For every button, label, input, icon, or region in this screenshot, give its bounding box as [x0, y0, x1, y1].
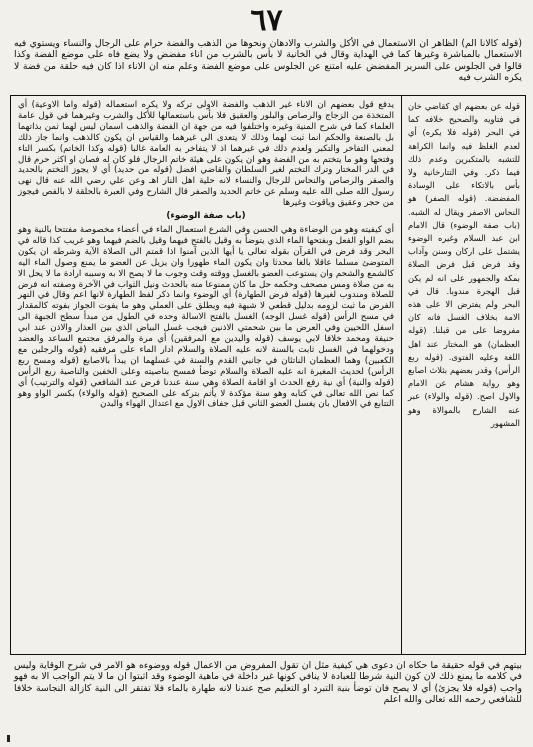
- bottom-commentary: بيتهم في قوله حقيقة ما حكاه ان دعوى هي كيفية مثل ان تقول المفروض من الاعمال قوله ووضوءه هو الامر في شرح الوقاية وليس في كلامه ما يمنع ذلك لان كون النية شرطا للعبادة لا ينافي كونها غير داخلة في ماهية الوضوء وقد اثبتوا ان ما لا يتم الواجب الا به فهو واجب (قوله فلا يجزئ) أي لا يصح فان توضأ بنية التبرد او التعليم صح عندنا لانه طهارة بالماء فلا تفتقر الى النية كازالة النجاسة خلافا للشافعي رحمه الله تعالى والله اعلم: [14, 660, 522, 705]
- edge-mark: [7, 735, 10, 742]
- ruled-frame: [10, 95, 526, 655]
- top-commentary: (قوله كالانا الم) الظاهر ان الاستعمال في الأكل والشرب والادهان ونحوها من الذهب والفضة حرام على الرجال والنساء ويستوي فيه الاستعمال بالمباشرة وغيرها كما في الهداية وقال في الخانية لا بأس بالشرب من اناء مفضض ولا يضع فاه على موضع الفضة وكذا قالوا في الجلوس على السرير المفضض عليه امتنع عن الجلوس على موضع الفضة وعلم منه ان الاناء اذا كان فيه حلقة من فضة لا يكره الشرب فيه: [14, 38, 522, 83]
- margin-gloss: قوله عن بعضهم اي كقاضي خان في فتاويه والصحيح خلافه كما في البحر (قوله فلا يكره) أي لعدم الغلظ فيه وانما الكراهة للتشبه بالمتكبرين وعدم ذلك فيما ذكر. وفي التتارخانية ولا بأس بالاتكاء على الوسادة المفضضة. (قوله الصفر) هو النحاس الاصفر ويقال له الشبه. (باب صفة الوضوء) قال الامام ابن عبد السلام وغيره الوضوء يشتمل على اركان وسنن وآداب وقد فرض قبل فرض الصلاة بمكة والجمهور على انه لم يكن قبل الهجرة مندوبا. قال في البحر ولم يفترض الا على هذه الامة بخلاف الغسل فانه كان مفروضا على من قبلنا. (قوله العظمان) هو المختار عند اهل اللغة وعليه الفتوى. (قوله ربع الرأس) وقدر بعضهم بثلاث اصابع وهو رواية هشام عن الامام والاول اصح. (قوله والولاء) عبر عنه الشارح بالموالاة وهو المشهور: [408, 101, 520, 428]
- section-heading: (باب صفة الوضوء): [166, 211, 246, 222]
- page-number: ٦٧: [250, 3, 283, 38]
- main-text-lower: أي كيفيته وهو من الوضاءة وهي الحسن وفي الشرع استعمال الماء في أعضاء مخصوصة مفتتحا بالنية وهو بضم الواو الفعل وبفتحها الماء الذي يتوضأ به وقيل بالفتح فيهما وقيل بالضم فيهما وهو غريب كذا قاله في البحر وقد فرض في القرآن بقوله تعالى يا أيها الذين آمنوا اذا قمتم الى الصلاة الآية وشرطه ان يكون المتوضئ مسلما عاقلا بالغا محدثا وان يكون الماء طهورا وان يزيل عن العضو ما يمنع وصول الماء اليه كالشمع والشحم وان يستوعب العضو بالغسل ووقته وقت وجوب ما لا يصح الا به وسببه ارادة ما لا يحل الا به من صلاة ومس مصحف وحكمه حل ما كان ممنوعا منه بالحدث ونيل الثواب في الآخرة وصفته انه فرض للصلاة ومندوب لغيرها (قوله فرض الطهارة) أي الوضوء وانما ذكر لفظ الطهارة لانها اعم وقال في النهر الفرض ما ثبت لزومه بدليل قطعي لا شبهة فيه ويطلق على العملي وهو ما يفوت الجواز بفوته كالمقدار في مسح الرأس (قوله غسل الوجه) الغسل بالفتح الاسالة وحده في الطول من مبدأ سطح الجبهة الى اسفل اللحيين وفي العرض ما بين شحمتي الاذنين فيجب غسل البياض الذي بين العذار والاذن عند ابي حنيفة ومحمد خلافا لابي يوسف (قوله واليدين مع المرفقين) أي مرة والمرفق مجتمع الساعد والعضد ودخولهما في الغسل ثابت بالسنة لانه عليه الصلاة والسلام ادار الماء على مرفقيه (قوله والرجلين مع الكعبين) وهما العظمان الناتئان في جانبي القدم والسنة في غسلهما ان يبدأ بالاصابع (قوله ومسح ربع الرأس) لحديث المغيرة انه عليه الصلاة والسلام توضأ فمسح بناصيته وعلى الخفين والناصية ربع الرأس (قوله والنية) أي نية رفع الحدث او اقامة الصلاة وهي سنة عندنا فرض عند الشافعي (قوله والترتيب) أي كما نص الله تعالى في كتابه وهو سنة مؤكدة لا يأثم بتركه على الصحيح (قوله والولاء) بكسر الواو وهو التتابع في الافعال بان يغسل العضو الثاني قبل جفاف الاول مع اعتدال الهواء والبدن: [18, 224, 394, 410]
- column-divider: [401, 96, 402, 654]
- main-column: [11, 96, 401, 654]
- main-text-upper: يدفع قول بعضهم ان الاناء غير الذهب والفضة الاولى تركه ولا يكره استعماله (قوله واما الاوعية) أي المتخذة من الزجاج والرصاص والبلور والعقيق فلا بأس باستعمالها للأكل والشرب وغيرهما في قول عامة العلماء كما في شرح المنية وغيره واختلفوا فيه من جهة ان الفضة والذهب اسمان ليس لهما ثمن بذاتهما بل بالصنعة والحكم انما ثبت لهما وذلك لا يتعدى الى غيرهما والقياس ان يكون كالذهب وانما جاز ذلك لمعنى التفاخر والتكبر ولعدم ذلك في غيرهما اذ لا يتفاخر به العامة غالبا (قوله وكذا الخاتم) بكسر التاء وفتحها وهو ما يتختم به من الفضة وهو ان يكون على هيئة خاتم الرجال فلو كان له فصان او اكثر حرم قال في الدر المختار وترك التختم لغير السلطان والقاضي افضل (قوله من حديد) أي لا يجوز التختم بالحديد والصفر والرصاص والنحاس للرجال والنساء لانه حلية اهل النار اهـ وعن علي رضي الله عنه قال نهى رسول الله صلى الله عليه وسلم عن خاتم الحديد والصفر قال الشارح وفي العبرة بالحلقة لا بالفص فيجوز من حجر وعقيق وياقوت وغيرها: [18, 100, 394, 209]
- margin-column: [403, 96, 525, 654]
